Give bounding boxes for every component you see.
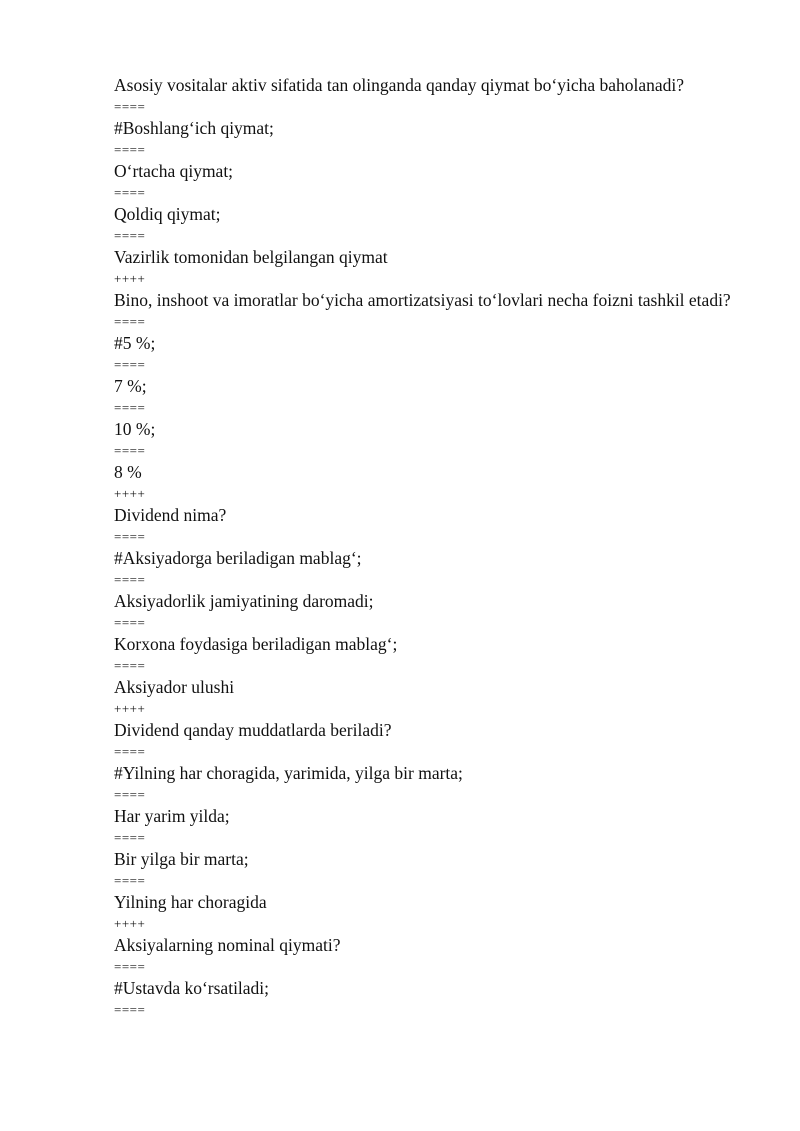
text-line: 8 % (114, 462, 142, 482)
separator-line: ==== (114, 400, 146, 415)
text-line: #Boshlang‘ich qiymat; (114, 118, 274, 138)
separator-line: ==== (114, 443, 146, 458)
separator-line: ==== (114, 572, 146, 587)
separator-line: ==== (114, 1002, 146, 1017)
text-line: Dividend qanday muddatlarda beriladi? (114, 720, 392, 740)
text-line: 7 %; (114, 376, 147, 396)
separator-line: ==== (114, 787, 146, 802)
separator-line: ==== (114, 615, 146, 630)
separator-line: ==== (114, 357, 146, 372)
text-line: #Ustavda ko‘rsatiladi; (114, 978, 270, 998)
text-line: Aksiyalarning nominal qiymati? (114, 935, 341, 955)
separator-line: ==== (114, 873, 146, 888)
text-line: Asosiy vositalar aktiv sifatida tan olinganda qanday qiymat bo‘yicha baholanadi? (114, 75, 685, 95)
text-line: Aksiyadorlik jamiyatining daromadi; (114, 591, 374, 611)
separator-line: ==== (114, 830, 146, 845)
separator-line: ==== (114, 142, 146, 157)
text-line: Yilning har choragida (114, 892, 267, 912)
text-line: Aksiyador ulushi (114, 677, 235, 697)
text-line: Har yarim yilda; (114, 806, 230, 826)
text-line: #5 %; (114, 333, 156, 353)
text-line: #Yilning har choragida, yarimida, yilga bir marta; (114, 763, 463, 783)
separator-line: ==== (114, 99, 146, 114)
separator-line: ==== (114, 228, 146, 243)
separator-line: ==== (114, 658, 146, 673)
separator-line: ==== (114, 744, 146, 759)
text-line: Dividend nima? (114, 505, 227, 525)
separator-line: ==== (114, 529, 146, 544)
text-line: Vazirlik tomonidan belgilangan qiymat (114, 247, 388, 267)
separator-line: ++++ (114, 916, 146, 931)
text-line: Korxona foydasiga beriladigan mablag‘; (114, 634, 398, 654)
document-page (114, 74, 742, 1020)
text-line: Bir yilga bir marta; (114, 849, 249, 869)
separator-line: ==== (114, 959, 146, 974)
separator-line: ++++ (114, 701, 146, 716)
separator-line: ++++ (114, 486, 146, 501)
separator-line: ==== (114, 185, 146, 200)
question-paragraph: Bino, inshoot va imoratlar bo‘yicha amortizatsiyasi to‘lovlari necha foizni tashkil etadi? (114, 290, 731, 310)
separator-line: ==== (114, 314, 146, 329)
separator-line: ++++ (114, 271, 146, 286)
text-line: 10 %; (114, 419, 156, 439)
text-line: O‘rtacha qiymat; (114, 161, 234, 181)
text-line: #Aksiyadorga beriladigan mablag‘; (114, 548, 362, 568)
text-line: Qoldiq qiymat; (114, 204, 221, 224)
